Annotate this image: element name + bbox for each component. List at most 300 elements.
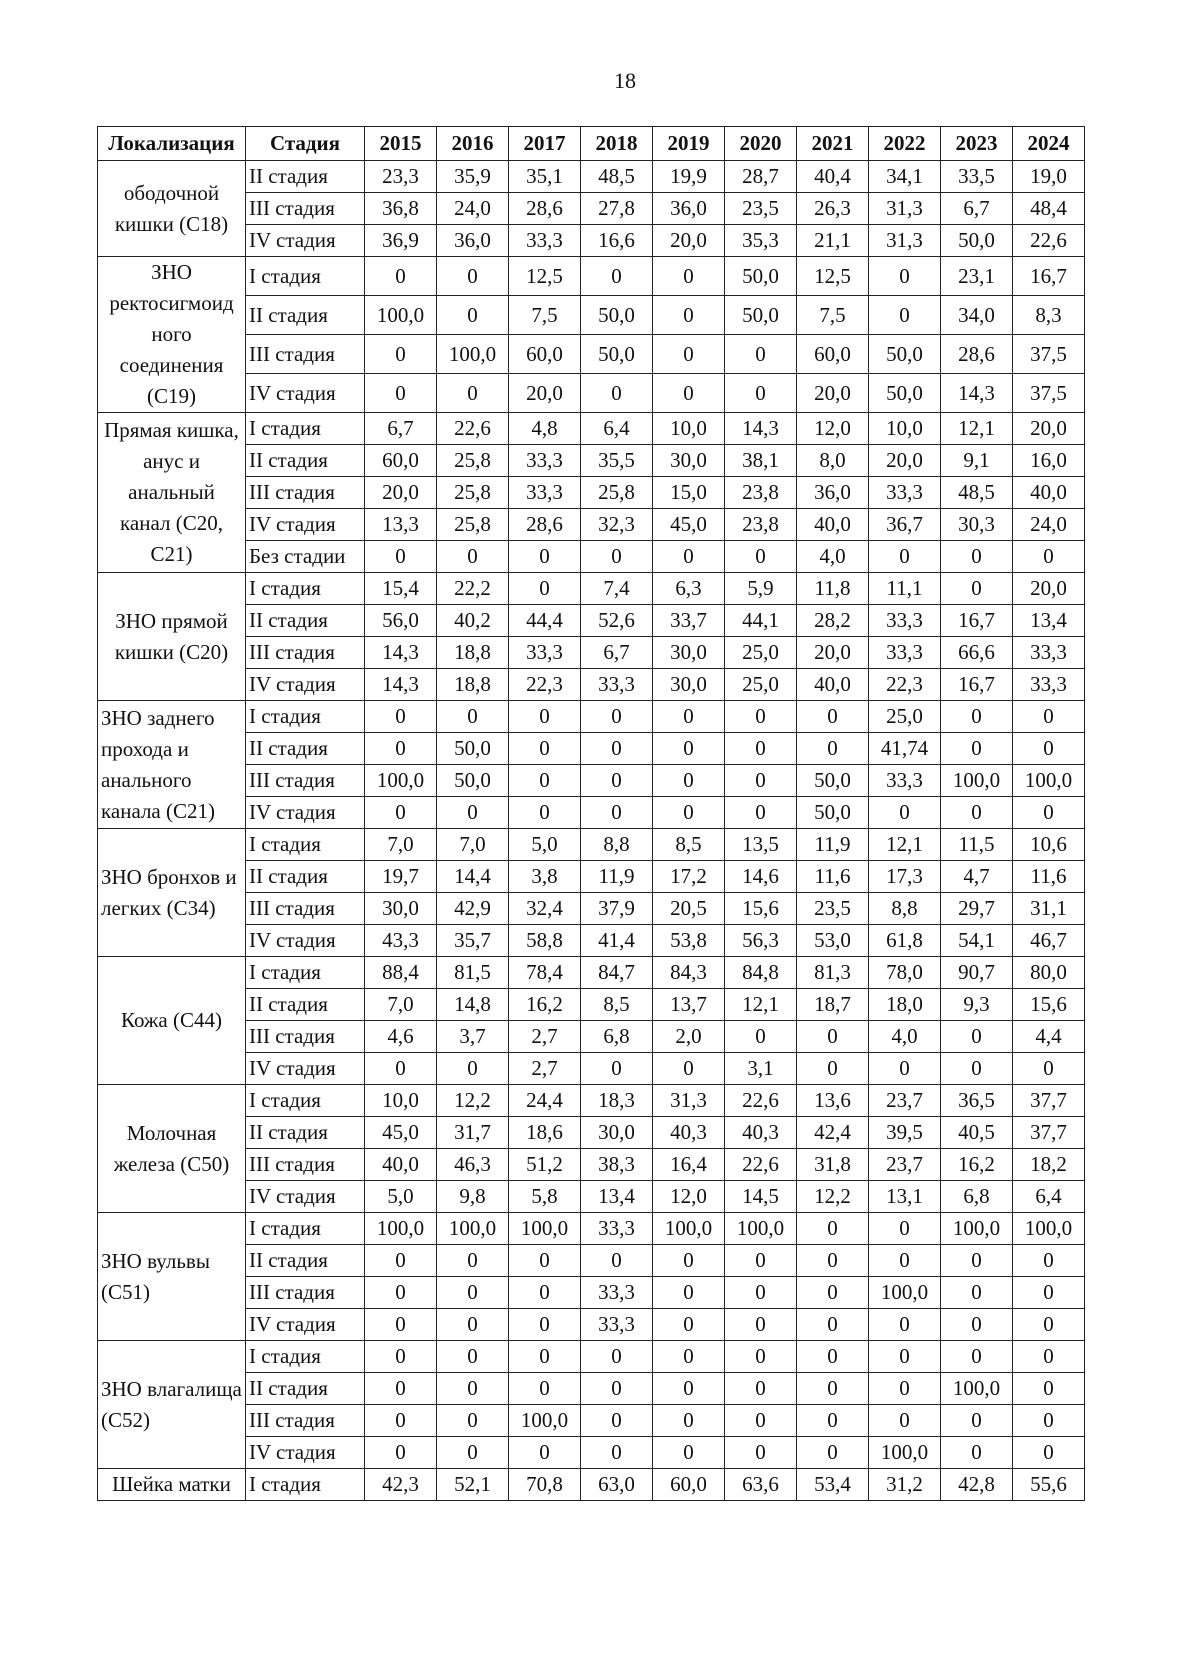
value-cell: 33,3 [509, 477, 581, 509]
value-cell: 0 [941, 1245, 1013, 1277]
value-cell: 66,6 [941, 637, 1013, 669]
value-cell: 52,1 [437, 1469, 509, 1501]
value-cell: 0 [1013, 701, 1085, 733]
value-cell: 0 [941, 733, 1013, 765]
value-cell: 0 [581, 765, 653, 797]
value-cell: 0 [869, 257, 941, 296]
value-cell: 0 [437, 374, 509, 413]
value-cell: 100,0 [869, 1277, 941, 1309]
value-cell: 36,8 [365, 193, 437, 225]
value-cell: 8,5 [653, 829, 725, 861]
value-cell: 0 [437, 1437, 509, 1469]
value-cell: 12,5 [509, 257, 581, 296]
value-cell: 0 [725, 1021, 797, 1053]
value-cell: 18,2 [1013, 1149, 1085, 1181]
value-cell: 34,1 [869, 161, 941, 193]
value-cell: 60,0 [797, 335, 869, 374]
stage-cell: II стадия [246, 296, 365, 335]
stage-cell: II стадия [246, 733, 365, 765]
value-cell: 30,0 [365, 893, 437, 925]
value-cell: 8,8 [869, 893, 941, 925]
table-row [98, 573, 1085, 605]
value-cell: 0 [581, 1373, 653, 1405]
value-cell: 0 [941, 573, 1013, 605]
value-cell: 28,6 [509, 509, 581, 541]
table-row [98, 225, 1085, 257]
stage-cell: II стадия [246, 605, 365, 637]
value-cell: 78,4 [509, 957, 581, 989]
value-cell: 25,8 [437, 509, 509, 541]
stage-cell: III стадия [246, 893, 365, 925]
value-cell: 31,3 [869, 225, 941, 257]
value-cell: 84,7 [581, 957, 653, 989]
value-cell: 0 [509, 573, 581, 605]
value-cell: 0 [437, 1405, 509, 1437]
value-cell: 78,0 [869, 957, 941, 989]
value-cell: 23,5 [797, 893, 869, 925]
value-cell: 0 [581, 541, 653, 573]
value-cell: 33,3 [581, 1213, 653, 1245]
value-cell: 6,7 [365, 413, 437, 445]
value-cell: 0 [941, 1021, 1013, 1053]
header-year: 2023 [941, 127, 1013, 161]
value-cell: 0 [653, 1053, 725, 1085]
value-cell: 46,7 [1013, 925, 1085, 957]
stage-cell: IV стадия [246, 1181, 365, 1213]
value-cell: 0 [653, 701, 725, 733]
value-cell: 0 [653, 296, 725, 335]
value-cell: 0 [725, 701, 797, 733]
localization-cell: ЗНО бронхов и легких (С34) [98, 829, 246, 957]
value-cell: 31,3 [869, 193, 941, 225]
value-cell: 40,0 [1013, 477, 1085, 509]
value-cell: 19,7 [365, 861, 437, 893]
value-cell: 41,74 [869, 733, 941, 765]
value-cell: 0 [941, 1341, 1013, 1373]
value-cell: 18,7 [797, 989, 869, 1021]
value-cell: 70,8 [509, 1469, 581, 1501]
value-cell: 30,0 [653, 637, 725, 669]
value-cell: 0 [437, 1373, 509, 1405]
value-cell: 0 [941, 1437, 1013, 1469]
value-cell: 20,0 [797, 374, 869, 413]
value-cell: 12,2 [797, 1181, 869, 1213]
table-row [98, 1469, 1085, 1501]
value-cell: 37,7 [1013, 1117, 1085, 1149]
value-cell: 2,7 [509, 1021, 581, 1053]
value-cell: 23,8 [725, 477, 797, 509]
value-cell: 22,6 [437, 413, 509, 445]
value-cell: 0 [365, 1437, 437, 1469]
value-cell: 0 [581, 374, 653, 413]
table-row [98, 1341, 1085, 1373]
value-cell: 0 [797, 1021, 869, 1053]
value-cell: 13,5 [725, 829, 797, 861]
table-row [98, 925, 1085, 957]
stage-cell: II стадия [246, 445, 365, 477]
value-cell: 16,7 [1013, 257, 1085, 296]
value-cell: 29,7 [941, 893, 1013, 925]
value-cell: 0 [437, 1309, 509, 1341]
value-cell: 20,0 [1013, 413, 1085, 445]
stage-cell: III стадия [246, 193, 365, 225]
value-cell: 12,1 [725, 989, 797, 1021]
value-cell: 37,9 [581, 893, 653, 925]
value-cell: 0 [1013, 1373, 1085, 1405]
stage-cell: II стадия [246, 989, 365, 1021]
value-cell: 22,2 [437, 573, 509, 605]
value-cell: 5,0 [365, 1181, 437, 1213]
value-cell: 10,6 [1013, 829, 1085, 861]
value-cell: 100,0 [437, 335, 509, 374]
value-cell: 2,7 [509, 1053, 581, 1085]
stage-cell: I стадия [246, 957, 365, 989]
stage-cell: IV стадия [246, 1053, 365, 1085]
value-cell: 16,7 [941, 669, 1013, 701]
value-cell: 35,5 [581, 445, 653, 477]
localization-cell: ободочной кишки (С18) [98, 161, 246, 257]
value-cell: 14,3 [725, 413, 797, 445]
value-cell: 28,7 [725, 161, 797, 193]
value-cell: 50,0 [437, 765, 509, 797]
stage-cell: III стадия [246, 335, 365, 374]
value-cell: 0 [1013, 1053, 1085, 1085]
value-cell: 19,0 [1013, 161, 1085, 193]
value-cell: 0 [365, 1341, 437, 1373]
value-cell: 15,0 [653, 477, 725, 509]
value-cell: 6,4 [581, 413, 653, 445]
value-cell: 45,0 [365, 1117, 437, 1149]
value-cell: 36,0 [797, 477, 869, 509]
value-cell: 50,0 [581, 296, 653, 335]
value-cell: 0 [365, 1373, 437, 1405]
value-cell: 0 [797, 1405, 869, 1437]
table-row [98, 957, 1085, 989]
value-cell: 0 [653, 733, 725, 765]
value-cell: 44,4 [509, 605, 581, 637]
value-cell: 0 [1013, 1405, 1085, 1437]
value-cell: 16,6 [581, 225, 653, 257]
value-cell: 7,0 [365, 989, 437, 1021]
value-cell: 11,6 [1013, 861, 1085, 893]
value-cell: 35,7 [437, 925, 509, 957]
value-cell: 33,3 [869, 477, 941, 509]
value-cell: 0 [509, 1437, 581, 1469]
value-cell: 6,4 [1013, 1181, 1085, 1213]
value-cell: 0 [365, 701, 437, 733]
table-row [98, 669, 1085, 701]
value-cell: 0 [725, 1245, 797, 1277]
stage-cell: II стадия [246, 1117, 365, 1149]
value-cell: 0 [365, 733, 437, 765]
value-cell: 33,3 [1013, 637, 1085, 669]
table-row [98, 1085, 1085, 1117]
table-row [98, 861, 1085, 893]
value-cell: 0 [437, 1245, 509, 1277]
value-cell: 0 [365, 1053, 437, 1085]
value-cell: 11,6 [797, 861, 869, 893]
value-cell: 24,0 [1013, 509, 1085, 541]
value-cell: 0 [869, 1341, 941, 1373]
page-number: 18 [614, 68, 636, 93]
value-cell: 7,4 [581, 573, 653, 605]
stage-cell: IV стадия [246, 1437, 365, 1469]
header-year: 2021 [797, 127, 869, 161]
value-cell: 0 [869, 541, 941, 573]
value-cell: 10,0 [653, 413, 725, 445]
value-cell: 0 [365, 335, 437, 374]
value-cell: 32,4 [509, 893, 581, 925]
value-cell: 0 [941, 541, 1013, 573]
value-cell: 0 [437, 296, 509, 335]
value-cell: 7,0 [437, 829, 509, 861]
value-cell: 42,9 [437, 893, 509, 925]
stage-cell: I стадия [246, 413, 365, 445]
table-row [98, 193, 1085, 225]
value-cell: 0 [653, 374, 725, 413]
value-cell: 23,8 [725, 509, 797, 541]
table-row [98, 733, 1085, 765]
value-cell: 46,3 [437, 1149, 509, 1181]
value-cell: 0 [725, 374, 797, 413]
value-cell: 0 [1013, 1245, 1085, 1277]
value-cell: 8,0 [797, 445, 869, 477]
value-cell: 81,3 [797, 957, 869, 989]
value-cell: 63,6 [725, 1469, 797, 1501]
value-cell: 17,2 [653, 861, 725, 893]
stage-cell: III стадия [246, 1405, 365, 1437]
value-cell: 31,2 [869, 1469, 941, 1501]
value-cell: 0 [941, 1309, 1013, 1341]
value-cell: 0 [1013, 1437, 1085, 1469]
value-cell: 31,1 [1013, 893, 1085, 925]
value-cell: 40,0 [797, 509, 869, 541]
stage-cell: IV стадия [246, 1309, 365, 1341]
value-cell: 39,5 [869, 1117, 941, 1149]
localization-cell: Молочная железа (С50) [98, 1085, 246, 1213]
value-cell: 6,7 [941, 193, 1013, 225]
table-row [98, 893, 1085, 925]
value-cell: 60,0 [365, 445, 437, 477]
value-cell: 0 [437, 1277, 509, 1309]
value-cell: 33,3 [509, 637, 581, 669]
value-cell: 0 [509, 765, 581, 797]
value-cell: 28,2 [797, 605, 869, 637]
value-cell: 15,6 [725, 893, 797, 925]
value-cell: 0 [653, 1437, 725, 1469]
table-row [98, 829, 1085, 861]
value-cell: 0 [725, 1373, 797, 1405]
value-cell: 45,0 [653, 509, 725, 541]
localization-cell: ЗНО вульвы (С51) [98, 1213, 246, 1341]
value-cell: 22,3 [509, 669, 581, 701]
value-cell: 0 [797, 1373, 869, 1405]
value-cell: 0 [653, 1245, 725, 1277]
table-row [98, 1277, 1085, 1309]
header-year: 2017 [509, 127, 581, 161]
value-cell: 4,0 [869, 1021, 941, 1053]
stage-cell: I стадия [246, 1085, 365, 1117]
value-cell: 5,8 [509, 1181, 581, 1213]
table-row [98, 509, 1085, 541]
value-cell: 0 [797, 1309, 869, 1341]
localization-cell: Прямая кишка, анус и анальный канал (С20, С21) [98, 413, 246, 573]
value-cell: 11,8 [797, 573, 869, 605]
value-cell: 15,4 [365, 573, 437, 605]
value-cell: 20,0 [365, 477, 437, 509]
value-cell: 60,0 [653, 1469, 725, 1501]
value-cell: 100,0 [365, 765, 437, 797]
value-cell: 33,3 [1013, 669, 1085, 701]
value-cell: 37,5 [1013, 335, 1085, 374]
value-cell: 12,0 [797, 413, 869, 445]
value-cell: 48,5 [941, 477, 1013, 509]
value-cell: 30,0 [581, 1117, 653, 1149]
value-cell: 30,3 [941, 509, 1013, 541]
value-cell: 40,5 [941, 1117, 1013, 1149]
header-year: 2016 [437, 127, 509, 161]
value-cell: 25,8 [581, 477, 653, 509]
stage-cell: II стадия [246, 1373, 365, 1405]
value-cell: 27,8 [581, 193, 653, 225]
value-cell: 0 [869, 1213, 941, 1245]
value-cell: 33,3 [581, 669, 653, 701]
value-cell: 0 [365, 1277, 437, 1309]
value-cell: 13,6 [797, 1085, 869, 1117]
value-cell: 54,1 [941, 925, 1013, 957]
value-cell: 0 [365, 1309, 437, 1341]
value-cell: 11,9 [797, 829, 869, 861]
value-cell: 100,0 [1013, 765, 1085, 797]
table-row [98, 989, 1085, 1021]
value-cell: 50,0 [869, 335, 941, 374]
value-cell: 0 [509, 1277, 581, 1309]
value-cell: 0 [941, 701, 1013, 733]
value-cell: 0 [581, 1437, 653, 1469]
value-cell: 0 [725, 733, 797, 765]
stage-cell: I стадия [246, 573, 365, 605]
value-cell: 35,3 [725, 225, 797, 257]
value-cell: 21,1 [797, 225, 869, 257]
value-cell: 16,0 [1013, 445, 1085, 477]
value-cell: 0 [725, 1309, 797, 1341]
value-cell: 0 [869, 1053, 941, 1085]
stage-cell: IV стадия [246, 225, 365, 257]
value-cell: 0 [869, 1405, 941, 1437]
localization-cell: ЗНО ректосигмоид ного соединения (С19) [98, 257, 246, 413]
value-cell: 25,0 [725, 669, 797, 701]
value-cell: 24,4 [509, 1085, 581, 1117]
value-cell: 90,7 [941, 957, 1013, 989]
value-cell: 13,7 [653, 989, 725, 1021]
localization-cell: ЗНО влагалища (С52) [98, 1341, 246, 1469]
value-cell: 6,7 [581, 637, 653, 669]
value-cell: 25,8 [437, 445, 509, 477]
value-cell: 33,3 [509, 225, 581, 257]
value-cell: 18,3 [581, 1085, 653, 1117]
value-cell: 0 [1013, 797, 1085, 829]
value-cell: 0 [365, 1245, 437, 1277]
value-cell: 0 [437, 1341, 509, 1373]
value-cell: 22,6 [725, 1085, 797, 1117]
table-row [98, 1053, 1085, 1085]
value-cell: 12,0 [653, 1181, 725, 1213]
value-cell: 43,3 [365, 925, 437, 957]
stage-cell: I стадия [246, 701, 365, 733]
value-cell: 9,8 [437, 1181, 509, 1213]
value-cell: 14,3 [365, 669, 437, 701]
header-year: 2022 [869, 127, 941, 161]
value-cell: 7,0 [365, 829, 437, 861]
stage-cell: III стадия [246, 1277, 365, 1309]
value-cell: 100,0 [437, 1213, 509, 1245]
value-cell: 0 [365, 1405, 437, 1437]
table-body [98, 161, 1085, 1501]
value-cell: 0 [365, 797, 437, 829]
value-cell: 0 [653, 765, 725, 797]
value-cell: 0 [797, 1341, 869, 1373]
value-cell: 13,1 [869, 1181, 941, 1213]
value-cell: 0 [725, 1405, 797, 1437]
value-cell: 53,4 [797, 1469, 869, 1501]
table-row [98, 1213, 1085, 1245]
value-cell: 51,2 [509, 1149, 581, 1181]
value-cell: 80,0 [1013, 957, 1085, 989]
value-cell: 32,3 [581, 509, 653, 541]
value-cell: 0 [869, 296, 941, 335]
value-cell: 88,4 [365, 957, 437, 989]
value-cell: 0 [437, 1053, 509, 1085]
value-cell: 20,5 [653, 893, 725, 925]
stage-cell: III стадия [246, 1021, 365, 1053]
value-cell: 0 [509, 1309, 581, 1341]
value-cell: 37,7 [1013, 1085, 1085, 1117]
value-cell: 0 [653, 1309, 725, 1341]
value-cell: 10,0 [365, 1085, 437, 1117]
value-cell: 63,0 [581, 1469, 653, 1501]
value-cell: 20,0 [653, 225, 725, 257]
value-cell: 50,0 [797, 797, 869, 829]
value-cell: 0 [725, 765, 797, 797]
value-cell: 40,0 [365, 1149, 437, 1181]
value-cell: 42,8 [941, 1469, 1013, 1501]
value-cell: 28,6 [509, 193, 581, 225]
table-row [98, 1245, 1085, 1277]
value-cell: 38,3 [581, 1149, 653, 1181]
value-cell: 4,6 [365, 1021, 437, 1053]
value-cell: 0 [509, 1341, 581, 1373]
value-cell: 13,4 [1013, 605, 1085, 637]
value-cell: 0 [653, 1341, 725, 1373]
value-cell: 0 [509, 1373, 581, 1405]
value-cell: 36,9 [365, 225, 437, 257]
table-row [98, 296, 1085, 335]
value-cell: 0 [509, 797, 581, 829]
localization-cell: ЗНО заднего прохода и анального канала (С21) [98, 701, 246, 829]
value-cell: 44,1 [725, 605, 797, 637]
header-year: 2015 [365, 127, 437, 161]
value-cell: 0 [1013, 1277, 1085, 1309]
value-cell: 30,0 [653, 669, 725, 701]
value-cell: 16,2 [509, 989, 581, 1021]
header-year: 2018 [581, 127, 653, 161]
header-stage: Стадия [246, 127, 365, 161]
value-cell: 4,8 [509, 413, 581, 445]
value-cell: 0 [581, 1405, 653, 1437]
value-cell: 0 [725, 1437, 797, 1469]
value-cell: 0 [941, 1053, 1013, 1085]
value-cell: 31,3 [653, 1085, 725, 1117]
